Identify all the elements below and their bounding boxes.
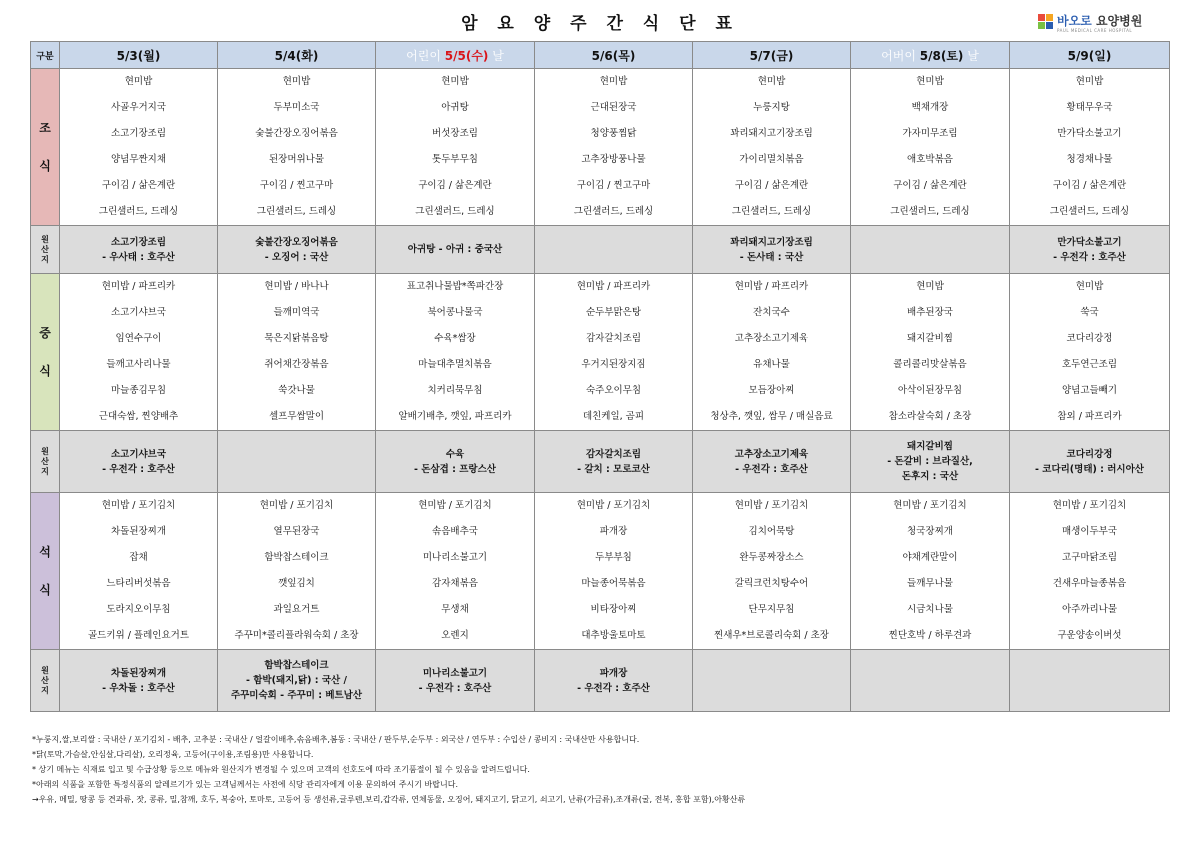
menu-cell [693,274,851,431]
menu-item: 현미밥 / 포기김치 [1052,500,1127,511]
menu-cell [60,274,218,431]
origin-cell [1010,431,1170,493]
lunch-label: 중 식 [31,274,60,431]
origin-text: 코다리강정 [1066,448,1113,460]
menu-cell [693,493,851,650]
corner-label: 구분 [31,42,60,69]
menu-item: 차돌된장찌개 [110,526,167,537]
menu-item: 감자채볶음 [432,578,478,589]
weekly-menu-table [30,41,1170,712]
menu-item: 그린샐러드, 드레싱 [1049,206,1130,217]
menu-cell [376,69,535,226]
hospital-logo [1038,12,1148,38]
origin-cell [376,226,535,274]
menu-item: 무생채 [441,604,469,615]
menu-item: 마늘대추멸치볶음 [418,359,492,370]
origin-cell [376,650,535,712]
day-header: 5/4(화) [218,42,376,69]
menu-item: 황태무우국 [1066,102,1113,113]
origin-text: 소고기샤브국 [110,448,167,460]
menu-item: 고추장소고기제육 [734,333,809,344]
menu-cell [1010,274,1170,431]
menu-item: 청경채나물 [1066,154,1113,165]
origin-cell [376,431,535,493]
menu-item: 아주까리나물 [1061,604,1118,615]
menu-item: 아귀탕 [441,102,469,113]
origin-text: - 갈치 : 모로코산 [577,463,650,475]
logo-subtitle: PAUL MEDICAL CARE HOSPITAL [1057,28,1133,33]
header-row [31,42,1170,69]
menu-item: 현미밥 [916,76,944,87]
menu-item: 근대된장국 [590,102,637,113]
note-line: * 상기 메뉴는 식재료 입고 및 수급상황 등으로 메뉴와 원산지가 변경될 수 있으며 고객의 선호도에 따라 조기품절이 될 수 있음을 알려드립니다. [32,765,530,774]
menu-item: 현미밥 / 포기김치 [893,500,967,511]
menu-item: 도라지오이무침 [106,604,171,615]
origin-text: 꽈리돼지고기장조림 [730,236,813,248]
menu-item: 셀프무쌈말이 [268,411,325,422]
lunch-origin-row [31,431,1170,493]
origin-text: - 돈삼겹 : 프랑스산 [414,463,496,475]
menu-item: 구이김 / 삶은계란 [418,180,492,191]
origin-text: 차돌된장찌개 [110,667,167,679]
menu-item: 현미밥 [916,281,944,292]
menu-item: 시금치나물 [907,604,953,615]
menu-item: 콜리콜리맛살볶음 [893,359,967,370]
origin-text: 수육 [445,448,465,460]
menu-cell [535,274,693,431]
menu-item: 잡채 [129,552,148,563]
origin-cell [535,650,693,712]
menu-item: 현미밥 / 파프리카 [576,281,651,292]
lunch-row [31,274,1170,431]
menu-item: 들깨고사리나물 [106,359,171,370]
origin-text: 돼지갈비찜 [907,441,953,452]
origin-label: 원 산 지 [31,650,60,712]
menu-item: 오렌지 [441,630,469,641]
menu-item: 묵은지닭볶음탕 [264,333,329,344]
note-line: *누룽지,쌀,보리쌀 : 국내산 / 포기김치 - 배추, 고추분 : 국내산 / 얼갈이배추,솎음배추,봄동 : 국내산 / 판두부,순두부 : 외국산 / 연두부 : 수입산 / 콩비지 : 국내산만 사용합니다. [32,735,640,744]
menu-item: 구이김 / 삶은계란 [1052,180,1127,191]
breakfast-row [31,69,1170,226]
note-line: *닭(토막,가슴살,안심살,다리살), 오리정육, 고등어(구이용,조림용)만 사용합니다. [32,750,314,759]
menu-item: 잔치국수 [753,307,790,318]
origin-label: 원 산 지 [31,226,60,274]
origin-cell [218,650,376,712]
dinner-label: 석 식 [31,493,60,650]
menu-item: 현미밥 [124,76,153,87]
origin-text: - 돈사태 : 국산 [739,251,804,263]
menu-item: 된장머위나물 [268,154,325,165]
origin-text: - 우전각 : 호주산 [577,682,650,694]
logo-mark-icon [1038,14,1054,30]
origin-cell [218,226,376,274]
origin-text: 소고기장조림 [110,236,167,248]
menu-cell [60,493,218,650]
menu-item: 꽈리돼지고기장조림 [730,128,813,139]
menu-cell [535,69,693,226]
origin-cell [693,226,851,274]
menu-item: 현미밥 [282,76,311,87]
day-header-parents-day: 어버이 5/8(토) 날 [851,42,1010,69]
menu-item: 느타리버섯볶음 [106,578,171,589]
menu-item: 현미밥 [441,76,469,87]
menu-item: 찐새우*브로콜리숙회 / 초장 [714,630,829,641]
origin-text: - 오징어 : 국산 [264,251,329,263]
menu-item: 소고기샤브국 [110,307,167,318]
origin-text: 고추장소고기제육 [734,448,809,460]
dinner-origin-row [31,650,1170,712]
menu-item: 현미밥 / 파프리카 [101,281,176,292]
menu-item: 그린샐러드, 드레싱 [415,206,495,217]
menu-item: 가자미무조림 [902,128,958,139]
origin-text: - 우전각 : 호주산 [1053,251,1126,263]
menu-item: 북어콩나물국 [427,307,483,318]
origin-text: 주꾸미숙회 - 주꾸미 : 베트남산 [230,690,363,701]
menu-item: 마늘종김무침 [110,385,167,396]
menu-item: 아삭이된장무침 [897,385,963,396]
origin-text: - 우전각 : 호주산 [102,463,175,475]
menu-item: 현미밥 / 포기김치 [418,500,492,511]
menu-item: 미나리소불고기 [422,552,488,563]
menu-cell [376,274,535,431]
menu-item: 단무지무침 [748,604,795,615]
origin-label: 원 산 지 [31,431,60,493]
menu-item: 데친케일, 곰피 [582,411,645,422]
origin-cell [851,226,1010,274]
menu-item: 참외 / 파프리카 [1057,411,1122,422]
menu-item: 주꾸미*콜리플라워숙회 / 초장 [234,630,359,641]
origin-text: 아귀탕 - 아귀 : 중국산 [407,244,503,255]
menu-cell [535,493,693,650]
menu-item: 감자갈치조림 [585,333,642,344]
menu-item: 코다리강정 [1066,333,1113,344]
menu-item: 숙주오이무침 [585,385,642,396]
menu-item: 비타장아찌 [590,604,637,615]
menu-item: 치커리묵무침 [427,385,483,396]
origin-cell [535,226,693,274]
menu-cell [693,69,851,226]
menu-cell [60,69,218,226]
menu-item: 들깨무나물 [907,578,953,589]
menu-item: 소고기장조림 [110,128,167,139]
day-header: 5/6(목) [535,42,693,69]
menu-item: 버섯장조림 [432,128,478,139]
menu-item: 열무된장국 [273,526,320,537]
menu-item: 순두부맑은탕 [585,307,642,318]
menu-item: 그린샐러드, 드레싱 [890,206,970,217]
menu-item: 골드키위 / 플레인요거트 [87,630,189,641]
menu-item: 건새우마늘종볶음 [1052,578,1127,589]
menu-item: 임연수구이 [115,333,162,344]
breakfast-label: 조 식 [31,69,60,226]
menu-item: 구이김 / 삶은계란 [101,180,176,191]
origin-cell [1010,650,1170,712]
menu-item: 양념고들빼기 [1061,385,1118,396]
menu-item: 근대숙쌈, 찐양배추 [98,411,179,422]
menu-item: 쑥갓나물 [278,385,315,396]
menu-item: 호두연근조림 [1061,359,1118,370]
origin-cell [60,650,218,712]
menu-item: 백채개장 [911,102,949,113]
menu-item: 우거지된장지짐 [581,359,646,370]
menu-item: 알배기배추, 깻잎, 파프리카 [398,411,512,422]
menu-item: 구이김 / 삶은계란 [734,180,809,191]
menu-item: 고추장방풍나물 [581,154,646,165]
menu-item: 현미밥 [1075,76,1104,87]
origin-cell [851,650,1010,712]
menu-item: 매생이두부국 [1061,526,1118,537]
origin-cell [218,431,376,493]
menu-item: 대추방울토마토 [581,630,646,641]
menu-item: 현미밥 [757,76,786,87]
menu-cell [218,274,376,431]
notes [32,732,745,807]
origin-text: - 함박(돼지,닭) : 국산 / [246,675,347,686]
menu-item: 현미밥 / 포기김치 [734,500,809,511]
origin-cell [693,650,851,712]
origin-cell [1010,226,1170,274]
breakfast-origin-row [31,226,1170,274]
menu-item: 파개장 [599,526,628,537]
menu-item: 양념무짠지채 [110,154,167,165]
menu-item: 참소라살숙회 / 초장 [888,411,972,422]
origin-text: 함박찹스테이크 [264,660,329,671]
menu-cell [376,493,535,650]
menu-item: 솎음배추국 [432,526,478,537]
menu-item: 만가닥소불고기 [1057,128,1122,139]
origin-text: - 우차돌 : 호주산 [102,682,175,694]
menu-item: 과일요거트 [273,604,320,615]
menu-cell [218,493,376,650]
menu-item: 청국장찌개 [907,526,953,537]
menu-item: 애호박볶음 [907,154,953,165]
day-header-childrens-day: 어린이 5/5(수) 날 [376,42,535,69]
origin-cell [693,431,851,493]
menu-item: 구이김 / 찐고구마 [576,180,651,191]
menu-item: 함박찹스테이크 [264,552,329,563]
origin-text: - 우전각 : 호주산 [735,463,808,475]
menu-item: 구운양송이버섯 [1057,630,1122,641]
menu-item: 현미밥 [599,76,628,87]
origin-text: 파개장 [599,667,628,679]
origin-text: 숯불간장오징어볶음 [255,236,338,248]
menu-item: 김치어묵탕 [748,526,795,537]
menu-item: 청양풍찜닭 [590,128,637,139]
origin-text: - 우사태 : 호주산 [102,251,175,263]
menu-item: 갈릭크런치탕수어 [734,578,809,589]
menu-item: 현미밥 / 포기김치 [259,500,334,511]
menu-item: 찐단호박 / 하루견과 [888,630,972,641]
menu-item: 현미밥 / 바나나 [264,281,329,292]
origin-text: - 돈갈비 : 브라질산, [887,456,973,467]
menu-item: 수육*쌈장 [434,333,476,344]
origin-text: 미나리소불고기 [422,667,488,679]
menu-item: 유채나물 [753,359,790,370]
menu-item: 표고취나물밥*쪽파간장 [406,281,504,292]
note-line: *아래의 식품을 포함한 특정식품의 알레르기가 있는 고객님께서는 사전에 식당 관리자에게 이용 문의하여 주시기 바랍니다. [32,780,458,789]
menu-item: 구이김 / 삶은계란 [893,180,967,191]
menu-cell [1010,69,1170,226]
origin-text: 돈후지 : 국산 [901,471,959,482]
menu-item: 청상추, 깻잎, 쌈무 / 매실음료 [710,411,833,422]
menu-item: 현미밥 [1075,281,1104,292]
menu-item: 야채계란말이 [902,552,958,563]
menu-item: 들깨미역국 [273,307,320,318]
origin-cell [60,431,218,493]
menu-item: 누룽지탕 [753,102,790,113]
dinner-row [31,493,1170,650]
note-line: →우유, 메밀, 땅콩 등 견과류, 잣, 콩류, 밀,참깨, 호두, 복숭아, 토마토, 고등어 등 생선류,글루텐,보리,갑각류, 연체동물, 오징어, 돼지고기, 닭고기, 쇠고기, 난류(가금류),조개류(굴, 전복, 홍합 포함),아황산류 [32,795,746,804]
menu-item: 모듬장아찌 [748,385,795,396]
menu-item: 현미밥 / 포기김치 [101,500,176,511]
menu-item: 배추된장국 [907,307,953,318]
day-header: 5/9(일) [1010,42,1170,69]
menu-item: 완두콩짜장소스 [739,552,804,563]
page-title: 암 요 양 주 간 식 단 표 [461,14,739,34]
menu-item: 깻잎김치 [278,578,315,589]
menu-item: 마늘종어묵볶음 [581,578,646,589]
origin-cell [60,226,218,274]
menu-item: 그린샐러드, 드레싱 [256,206,337,217]
menu-item: 쑥국 [1080,307,1099,318]
menu-cell [1010,493,1170,650]
logo-text: 바오로 요양병원 [1057,14,1143,28]
origin-text: 감자갈치조림 [585,448,642,460]
menu-item: 두부부침 [595,552,632,563]
menu-cell [851,274,1010,431]
origin-cell [535,431,693,493]
origin-text: - 우전각 : 호주산 [418,682,492,694]
menu-item: 숯불간장오징어볶음 [255,128,338,139]
menu-cell [851,69,1010,226]
menu-item: 톳두부무침 [432,154,478,165]
menu-item: 현미밥 / 파프리카 [734,281,809,292]
menu-item: 돼지갈비찜 [907,333,953,344]
menu-item: 그린샐러드, 드레싱 [731,206,812,217]
menu-item: 그린샐러드, 드레싱 [98,206,179,217]
menu-item: 현미밥 / 포기김치 [576,500,651,511]
menu-item: 가이리멸치볶음 [739,154,804,165]
menu-item: 사골우거지국 [110,102,167,113]
menu-item: 두부미소국 [273,102,320,113]
origin-text: - 코다리(명태) : 러시아산 [1035,463,1144,475]
origin-text: 만가닥소불고기 [1057,236,1122,248]
menu-cell [851,493,1010,650]
day-header: 5/3(월) [60,42,218,69]
menu-item: 구이김 / 찐고구마 [259,180,334,191]
origin-cell [851,431,1010,493]
day-header: 5/7(금) [693,42,851,69]
menu-item: 그린샐러드, 드레싱 [573,206,654,217]
menu-cell [218,69,376,226]
menu-item: 고구마닭조림 [1061,552,1118,563]
menu-item: 쥐어채간장볶음 [264,359,329,370]
